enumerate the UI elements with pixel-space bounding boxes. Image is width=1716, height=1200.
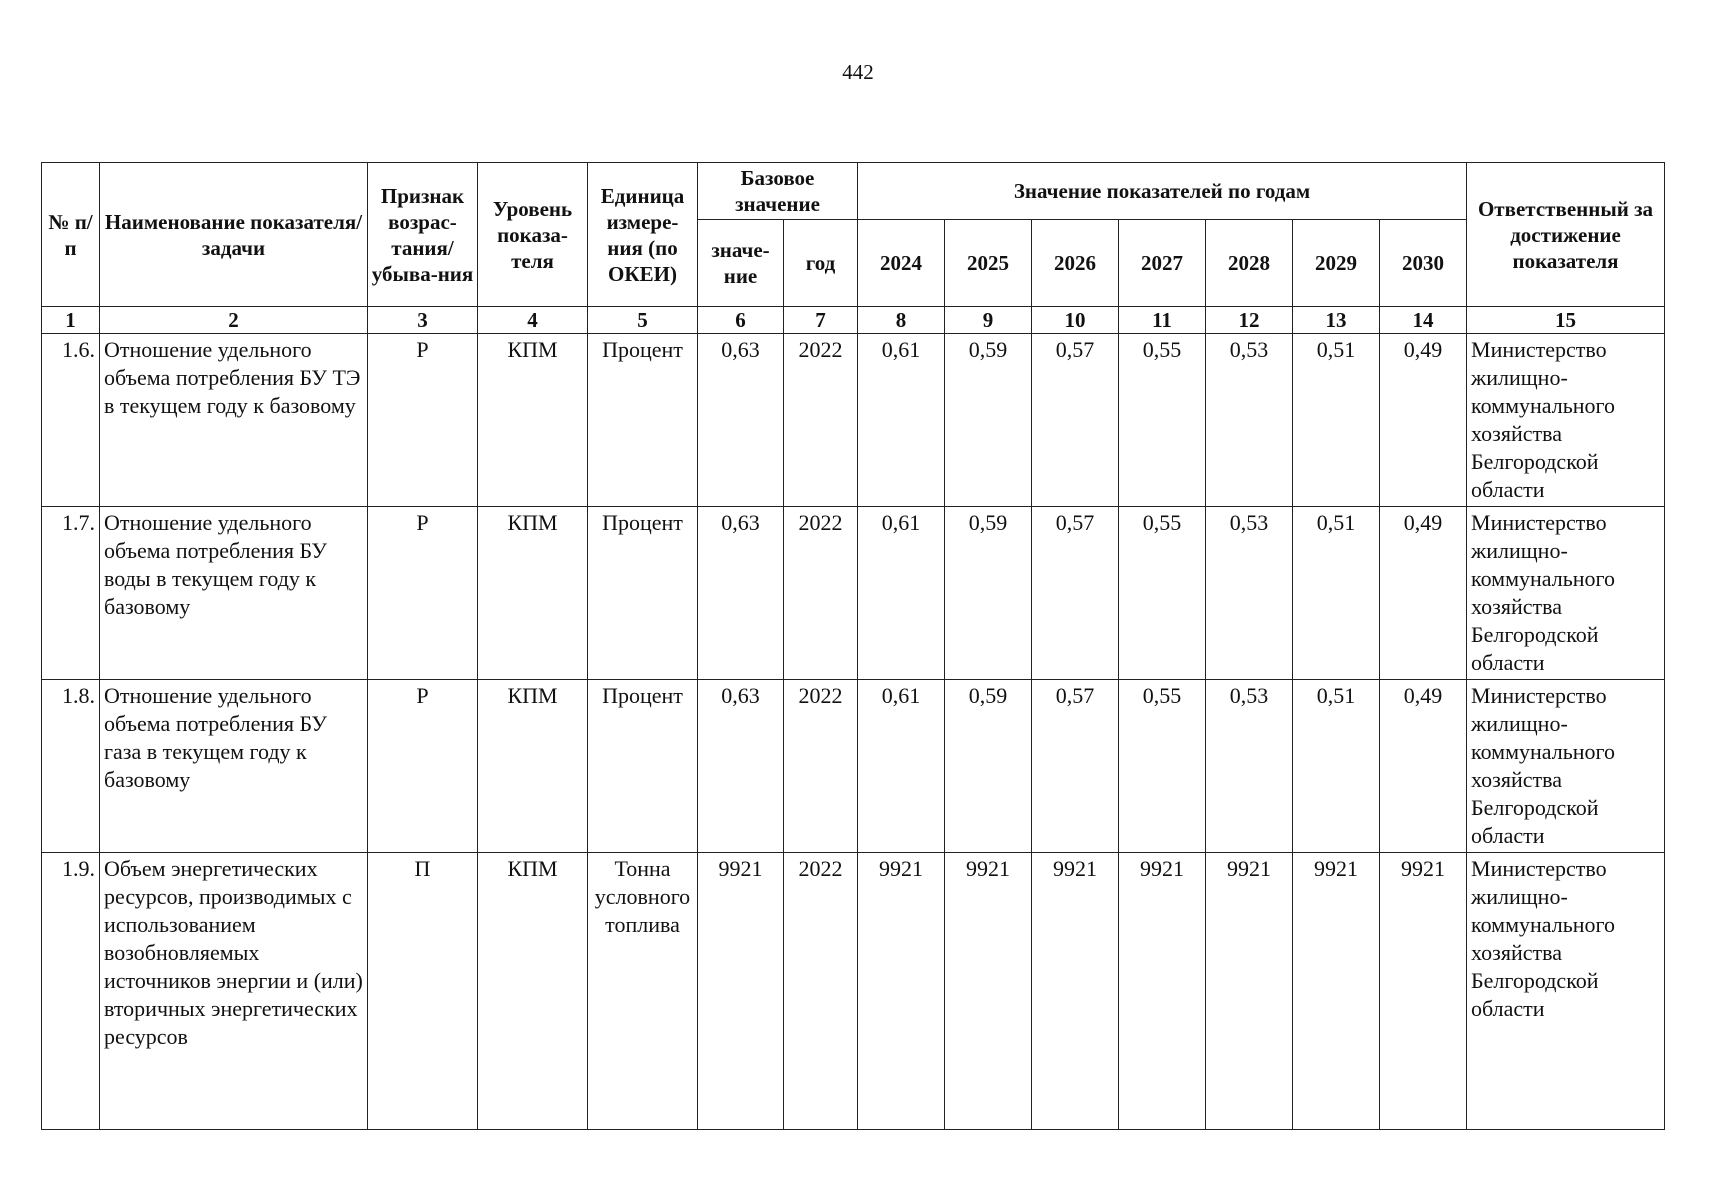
column-number: 13 [1293, 307, 1380, 334]
column-number: 8 [858, 307, 945, 334]
row-number: 1.8. [42, 680, 100, 853]
table-row [42, 334, 1665, 507]
year-value: 0,59 [945, 334, 1032, 507]
column-number: 12 [1206, 307, 1293, 334]
indicators-table [41, 162, 1665, 1130]
year-value: 0,53 [1206, 680, 1293, 853]
column-number: 15 [1467, 307, 1665, 334]
base-value: 0,63 [698, 334, 784, 507]
base-value: 9921 [698, 853, 784, 1130]
table-row [42, 680, 1665, 853]
responsible: Министерство жилищно-коммунального хозяйства Белгородской области [1467, 334, 1665, 507]
column-number: 5 [588, 307, 698, 334]
responsible: Министерство жилищно-коммунального хозяйства Белгородской области [1467, 853, 1665, 1130]
year-value: 0,57 [1032, 334, 1119, 507]
base-year: 2022 [784, 507, 858, 680]
year-value: 9921 [945, 853, 1032, 1130]
column-number: 10 [1032, 307, 1119, 334]
column-number: 11 [1119, 307, 1206, 334]
column-number: 1 [42, 307, 100, 334]
year-value: 0,55 [1119, 334, 1206, 507]
year-value: 9921 [858, 853, 945, 1130]
column-numbers-row [42, 307, 1665, 334]
header-row-1 [42, 163, 1665, 220]
header-trend: Признак возрас-тания/ убыва-ния [368, 163, 478, 307]
year-value: 0,53 [1206, 507, 1293, 680]
indicator-level: КПМ [478, 334, 588, 507]
header-year: 2025 [945, 220, 1032, 307]
year-value: 0,59 [945, 680, 1032, 853]
unit: Процент [588, 507, 698, 680]
responsible: Министерство жилищно-коммунального хозяйства Белгородской области [1467, 680, 1665, 853]
indicator-name: Объем энергетических ресурсов, производимых с использованием возобновляемых источников энергии и (или) вторичных энергетических ресурсов [100, 853, 368, 1130]
indicator-name: Отношение удельного объема потребления БУ газа в текущем году к базовому [100, 680, 368, 853]
year-value: 0,57 [1032, 507, 1119, 680]
row-number: 1.9. [42, 853, 100, 1130]
header-year: 2029 [1293, 220, 1380, 307]
base-year: 2022 [784, 334, 858, 507]
year-value: 0,53 [1206, 334, 1293, 507]
year-value: 0,57 [1032, 680, 1119, 853]
unit: Процент [588, 334, 698, 507]
base-year: 2022 [784, 680, 858, 853]
unit: Тонна условного топлива [588, 853, 698, 1130]
year-value: 9921 [1206, 853, 1293, 1130]
header-year: 2028 [1206, 220, 1293, 307]
trend-sign: Р [368, 680, 478, 853]
row-number: 1.7. [42, 507, 100, 680]
header-level: Уровень показа-теля [478, 163, 588, 307]
trend-sign: П [368, 853, 478, 1130]
year-value: 9921 [1293, 853, 1380, 1130]
trend-sign: Р [368, 334, 478, 507]
year-value: 0,51 [1293, 680, 1380, 853]
page-number: 442 [842, 60, 874, 84]
indicator-name: Отношение удельного объема потребления БУ воды в текущем году к базовому [100, 507, 368, 680]
year-value: 0,55 [1119, 680, 1206, 853]
base-year: 2022 [784, 853, 858, 1130]
column-number: 7 [784, 307, 858, 334]
year-value: 0,51 [1293, 334, 1380, 507]
header-base-year: год [784, 220, 858, 307]
header-year: 2024 [858, 220, 945, 307]
header-name: Наименование показателя/задачи [100, 163, 368, 307]
column-number: 2 [100, 307, 368, 334]
year-value: 0,61 [858, 507, 945, 680]
indicator-name: Отношение удельного объема потребления БУ ТЭ в текущем году к базовому [100, 334, 368, 507]
header-responsible: Ответственный за достижение показателя [1467, 163, 1665, 307]
year-value: 0,61 [858, 334, 945, 507]
trend-sign: Р [368, 507, 478, 680]
column-number: 9 [945, 307, 1032, 334]
year-value: 9921 [1380, 853, 1467, 1130]
column-number: 6 [698, 307, 784, 334]
year-value: 0,51 [1293, 507, 1380, 680]
column-number: 14 [1380, 307, 1467, 334]
header-base-value: значе-ние [698, 220, 784, 307]
indicator-level: КПМ [478, 507, 588, 680]
year-value: 0,55 [1119, 507, 1206, 680]
header-year: 2027 [1119, 220, 1206, 307]
indicator-level: КПМ [478, 853, 588, 1130]
year-value: 0,49 [1380, 334, 1467, 507]
year-value: 9921 [1119, 853, 1206, 1130]
year-value: 9921 [1032, 853, 1119, 1130]
indicator-level: КПМ [478, 680, 588, 853]
header-num: № п/п [42, 163, 100, 307]
year-value: 0,49 [1380, 507, 1467, 680]
header-year: 2026 [1032, 220, 1119, 307]
base-value: 0,63 [698, 507, 784, 680]
header-unit: Единица измере-ния (по ОКЕИ) [588, 163, 698, 307]
year-value: 0,49 [1380, 680, 1467, 853]
year-value: 0,61 [858, 680, 945, 853]
table-row [42, 507, 1665, 680]
base-value: 0,63 [698, 680, 784, 853]
header-year: 2030 [1380, 220, 1467, 307]
unit: Процент [588, 680, 698, 853]
header-years-group: Значение показателей по годам [858, 163, 1467, 220]
header-base-group: Базовое значение [698, 163, 858, 220]
table-row [42, 853, 1665, 1130]
row-number: 1.6. [42, 334, 100, 507]
column-number: 4 [478, 307, 588, 334]
responsible: Министерство жилищно-коммунального хозяйства Белгородской области [1467, 507, 1665, 680]
column-number: 3 [368, 307, 478, 334]
year-value: 0,59 [945, 507, 1032, 680]
